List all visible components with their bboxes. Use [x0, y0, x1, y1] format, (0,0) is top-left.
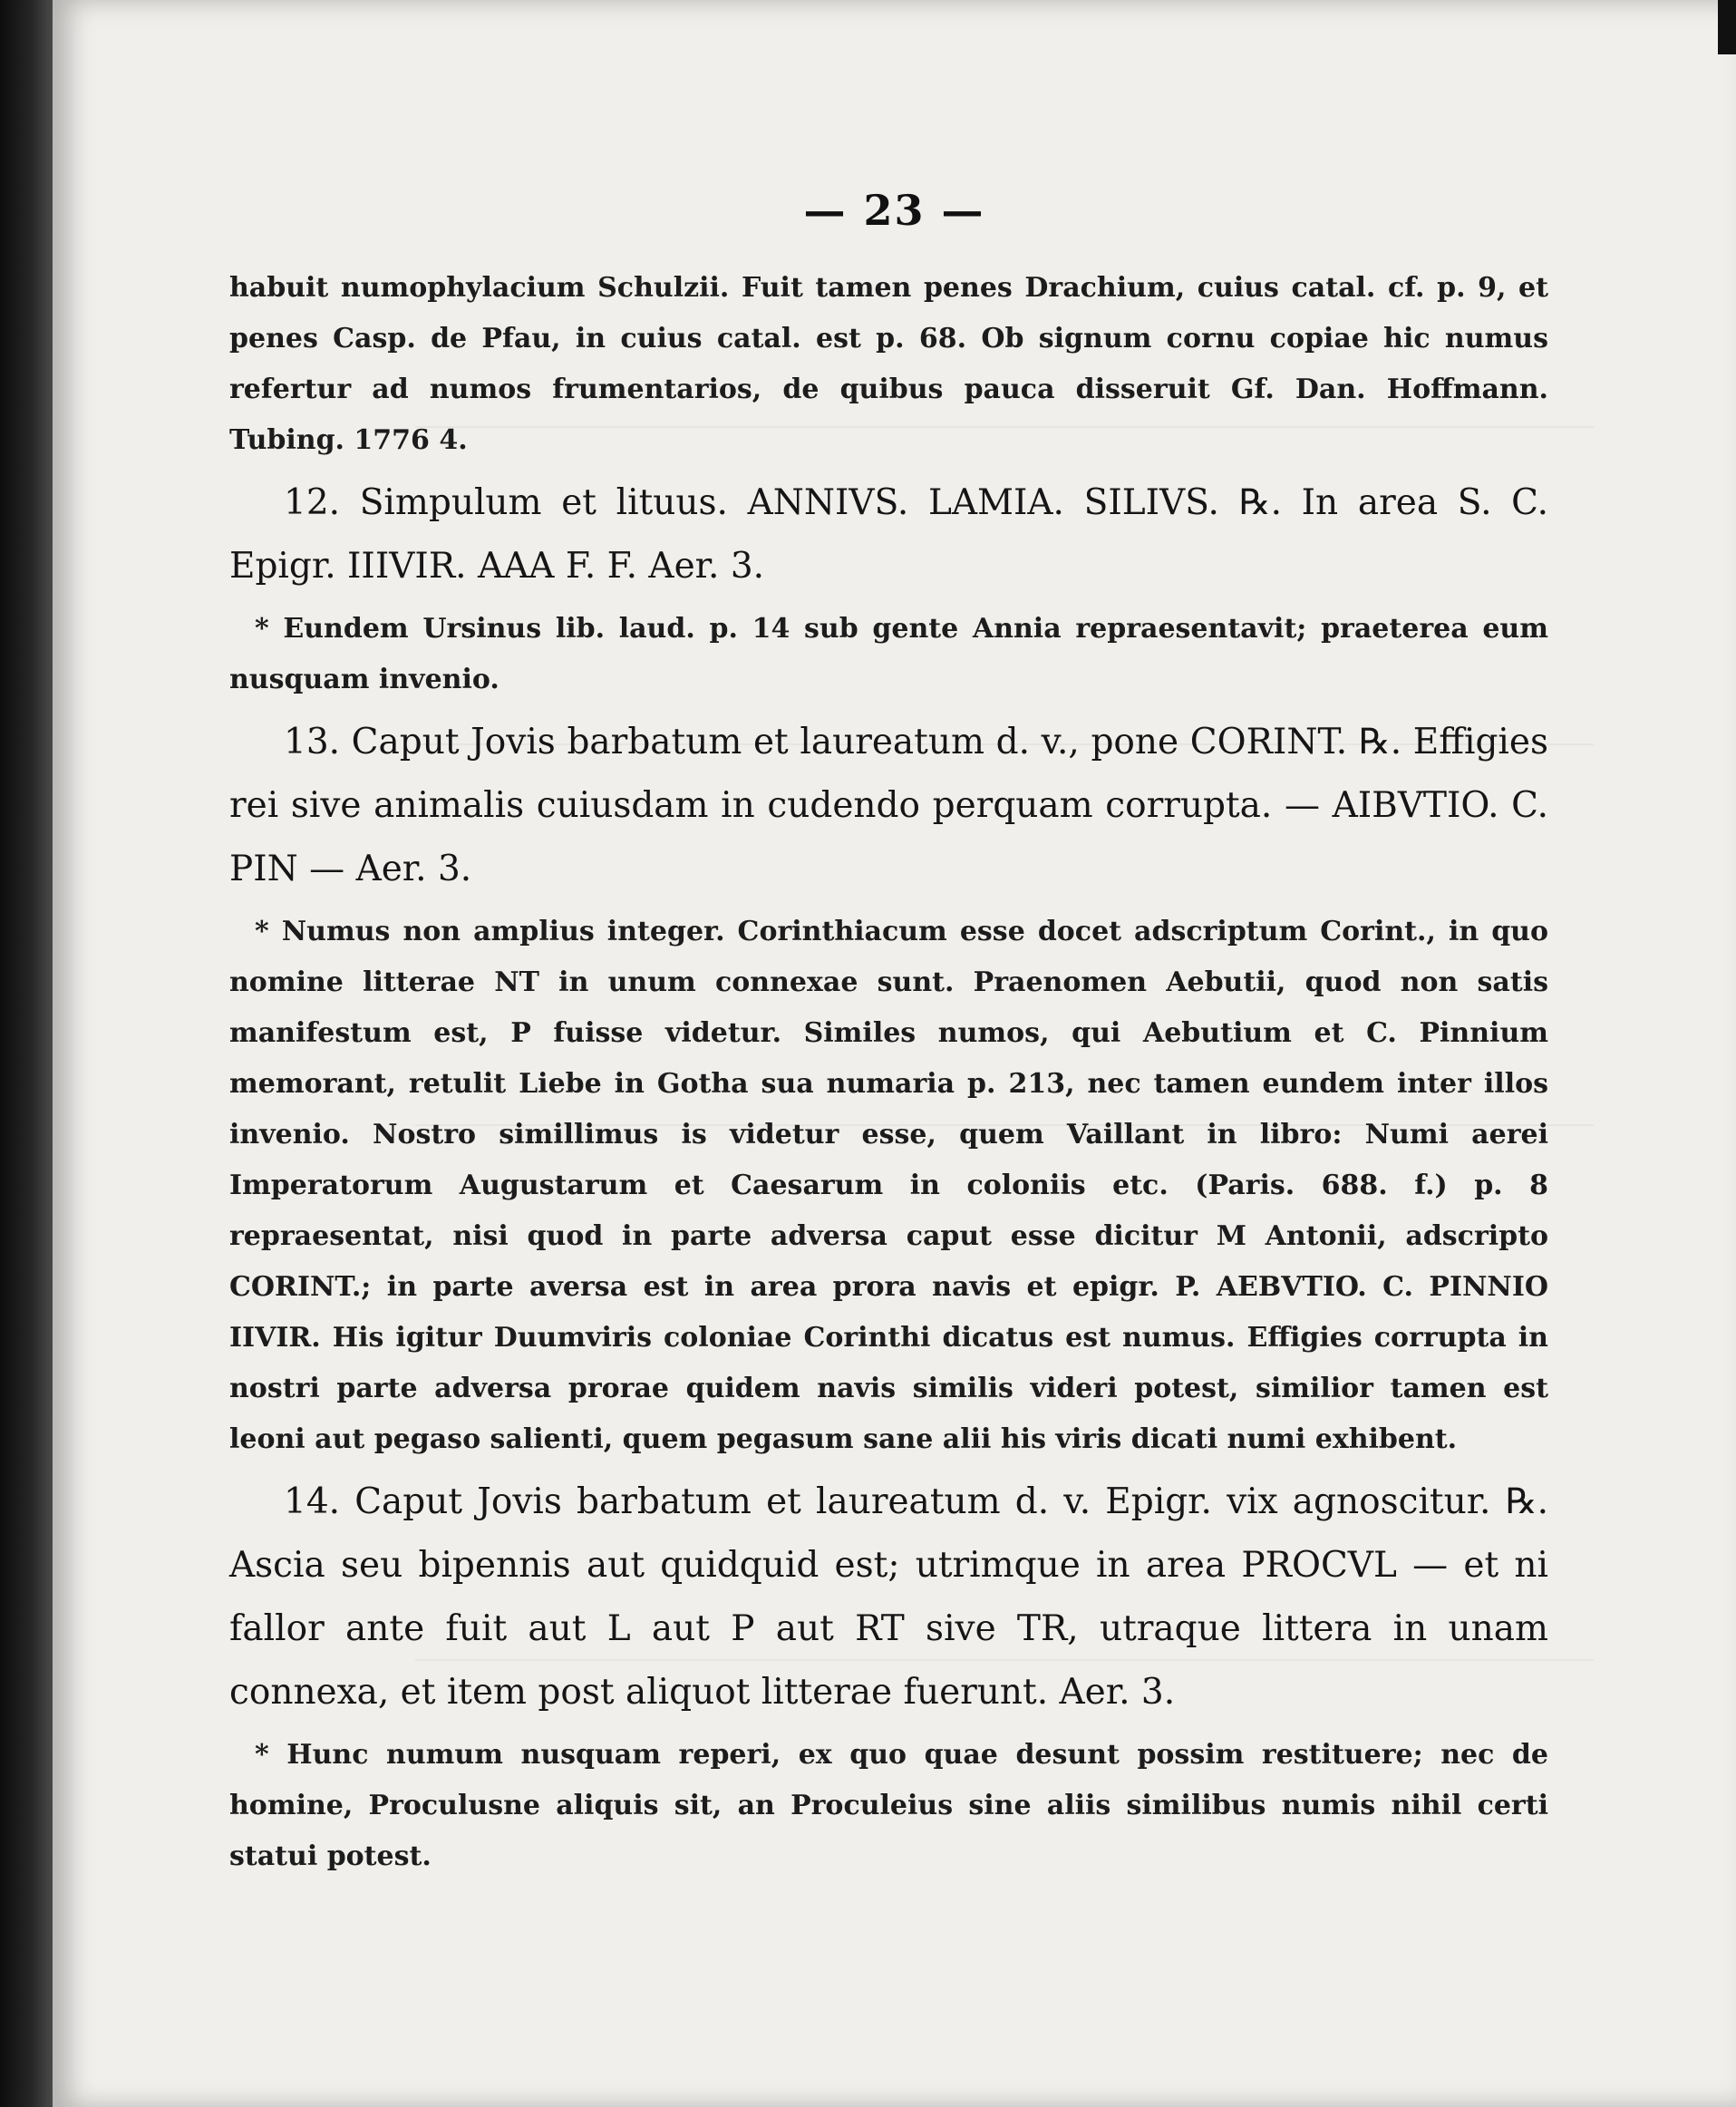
- entry-12: 12. Simpulum et lituus. ANNIVS. LAMIA. SILIVS. ℞. In area S. C. Epigr. IIIVIR. AAA F. F. Aer. 3.: [229, 482, 1548, 587]
- page-body: [229, 263, 1548, 1882]
- entry-14: 14. Caput Jovis barbatum et laureatum d. v. Epigr. vix agnoscitur. ℞. Ascia seu bipennis aut quidquid est; utrimque in area PROCVL — et ni fallor ante fuit aut L aut P aut RT sive TR, utraque littera in unam connexa, et item post aliquot litterae fuerunt. Aer. 3.: [229, 1481, 1548, 1713]
- continuation-paragraph: habuit numophylacium Schulzii. Fuit tamen penes Drachium, cuius catal. cf. p. 9, et penes Casp. de Pfau, in cuius catal. est p. 68. Ob signum cornu copiae hic numus refertur ad numos frumentarios, de quibus pauca disseruit Gf. Dan. Hoffmann. Tubing. 1776 4.: [229, 272, 1548, 456]
- book-gutter: [0, 0, 53, 2107]
- entry-13: 13. Caput Jovis barbatum et laureatum d. v., pone CORINT. ℞. Effigies rei sive animalis cuiusdam in cudendo perquam corrupta. — AIBVTIO. C. PIN — Aer. 3.: [229, 722, 1548, 889]
- note-12: * Eundem Ursinus lib. laud. p. 14 sub gente Annia repraesentavit; praeterea eum nusquam invenio.: [229, 613, 1548, 695]
- page-edge-shadow: [1718, 0, 1736, 54]
- page-number: — 23 —: [803, 186, 985, 235]
- book-page: [53, 0, 1736, 2107]
- note-13: * Numus non amplius integer. Corinthiacum esse docet adscriptum Corint., in quo nomine litterae NT in unum connexae sunt. Praenomen Aebutii, quod non satis manifestum est, P fuisse videtur. Similes numos, qui Aebutium et C. Pinnium memorant, retulit Liebe in Gotha sua numaria p. 213, nec tamen eundem inter illos invenio. Nostro simillimus is videtur esse, quem Vaillant in libro: Numi aerei Imperatorum Augustarum et Caesarum in coloniis etc. (Paris. 688. f.) p. 8 repraesentat, nisi quod in parte adversa caput esse dicitur M Antonii, adscripto CORINT.; in parte aversa est in area prora navis et epigr. P. AEBVTIO. C. PINNIO IIVIR. His igitur Duumviris coloniae Corinthi dicatus est numus. Effigies corrupta in nostri parte adversa prorae quidem navis similis videri potest, similior tamen est leoni aut pegaso salienti, quem pegasum sane alii his viris dicati numi exhibent.: [229, 916, 1548, 1455]
- note-14: * Hunc numum nusquam reperi, ex quo quae desunt possim restituere; nec de homine, Proculusne aliquis sit, an Proculeius sine aliis similibus numis nihil certi statui potest.: [229, 1739, 1548, 1872]
